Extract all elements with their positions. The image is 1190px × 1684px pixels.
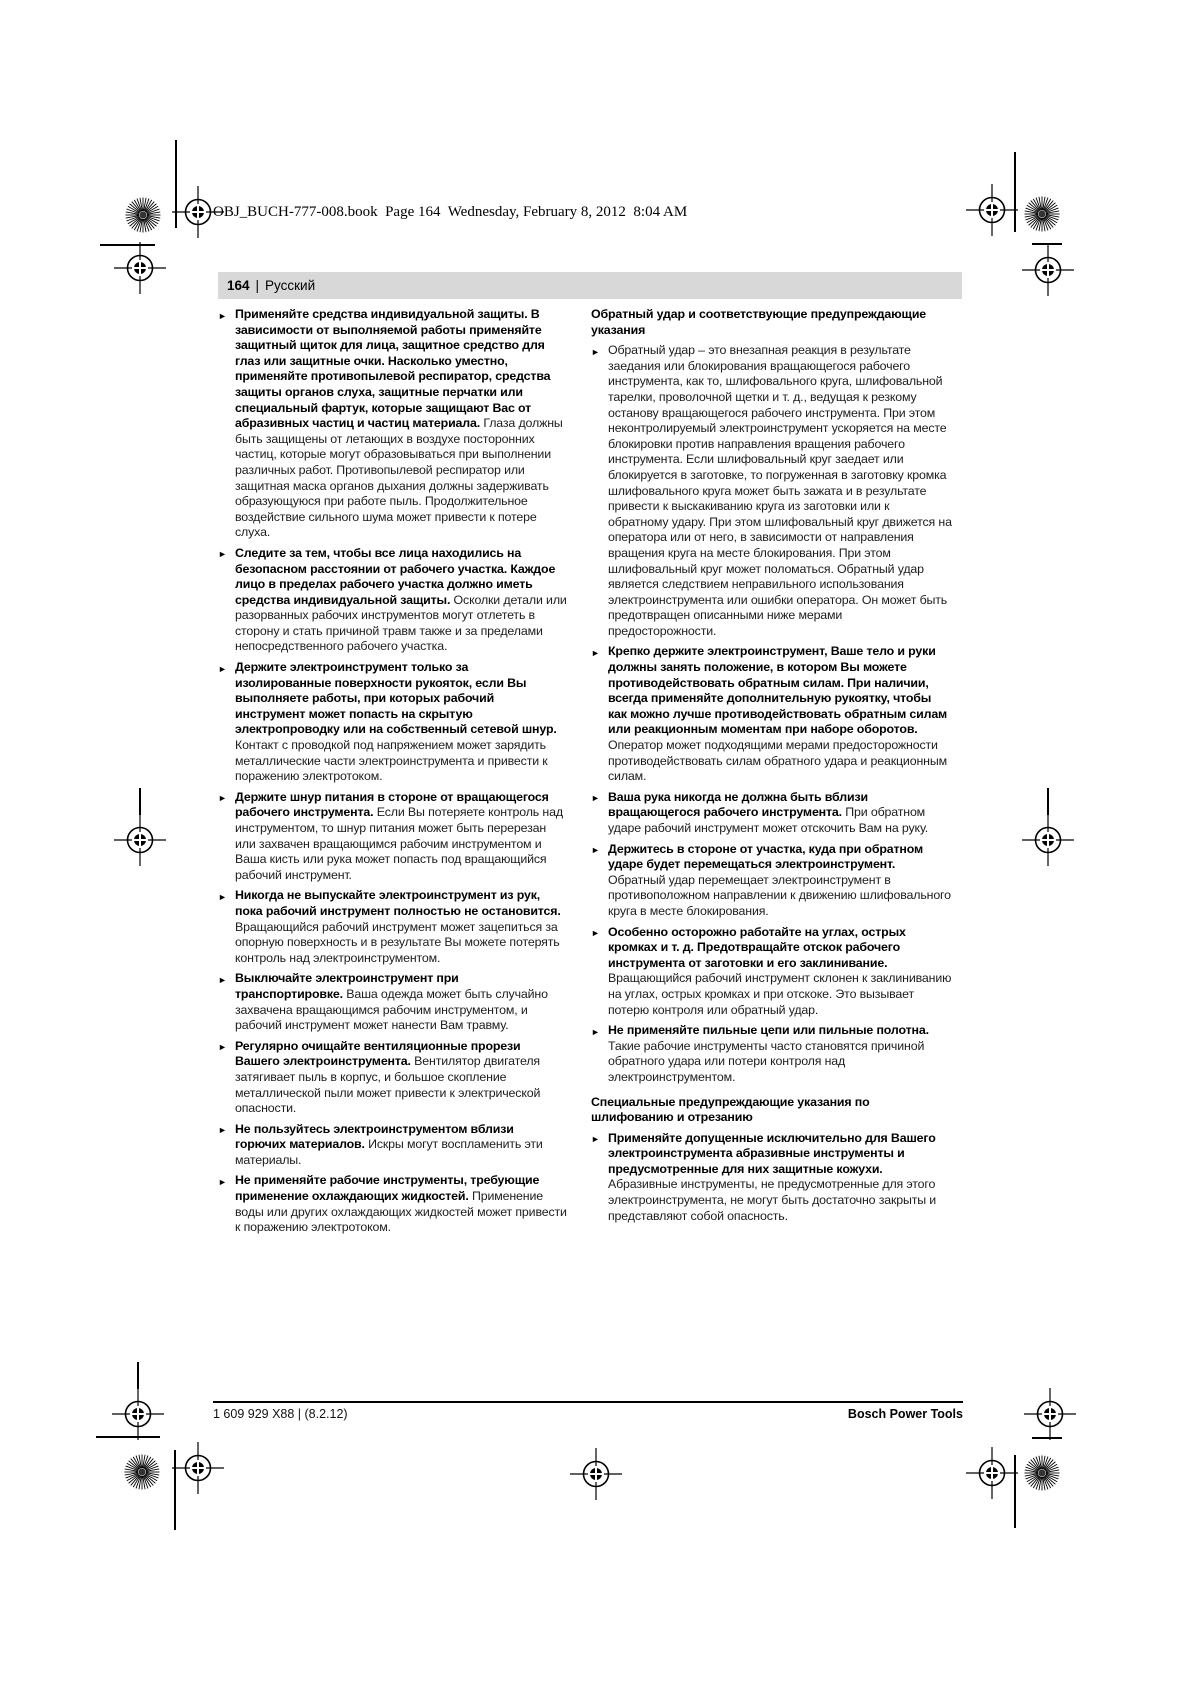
- safety-warning-item: [218, 888, 567, 966]
- crop-mark-line: [96, 1436, 160, 1438]
- registration-mark-icon: [966, 184, 1018, 241]
- safety-warning-item: [591, 842, 952, 920]
- registration-mark-icon: [172, 1442, 224, 1499]
- page-header-bar: [218, 272, 962, 299]
- column-left: [218, 307, 567, 1236]
- footer-brand: Bosch Power Tools: [847, 1407, 963, 1421]
- crop-mark-line: [139, 788, 141, 815]
- crop-mark-line: [100, 244, 155, 246]
- safety-warning-item: [218, 660, 567, 785]
- bullet-triangle-icon: ►: [591, 346, 600, 357]
- safety-warning-item: [591, 925, 952, 1019]
- safety-warning-item: [218, 546, 567, 655]
- warning-text: Не применяйте рабочие инструменты, требующие применение охлаждающих жидкостей. Применение воды или других охлаждающих жидкостей может привести к поражению электротоком.: [235, 1173, 567, 1235]
- footer-rule: [213, 1401, 963, 1403]
- safety-warning-item: [591, 644, 952, 784]
- crop-mark-line: [137, 1362, 139, 1389]
- warning-text: Регулярно очищайте вентиляционные прорези Вашего электроинструмента. Вентилятор двигателя затягивает пыль в корпус, и большое скопление металлической пыли может привести к электрической опасности.: [235, 1038, 541, 1116]
- print-header: OBJ_BUCH-777-008.book Page 164 Wednesday, February 8, 2012 8:04 AM: [213, 204, 688, 220]
- warning-text: Не применяйте пильные цепи или пильные полотна. Такие рабочие инструменты часто становятся причиной обратного удара или потери контроля над электроинструментом.: [608, 1023, 929, 1084]
- safety-warning-item: [591, 790, 952, 837]
- page-number: 164: [227, 278, 250, 293]
- bullet-triangle-icon: ►: [591, 793, 600, 804]
- footer-part-number: 1 609 929 X88 | (8.2.12): [213, 1407, 348, 1421]
- bullet-triangle-icon: ►: [591, 647, 600, 658]
- page-bar-separator: |: [255, 278, 260, 293]
- registration-mark-icon: [114, 814, 166, 871]
- starburst-mark-icon: [1023, 195, 1061, 238]
- bullet-triangle-icon: ►: [218, 549, 227, 560]
- warning-text: Крепко держите электроинструмент, Ваше тело и руки должны занять положение, в котором Вы можете противодействовать обратным силам. При наличии, всегда применяйте дополнительную рукоятку, чтобы как можно лучше противодействовать обратным силам или реакционным моментам при наборе оборотов. Оператор может подходящими мерами предосторожности противодействовать силам обратного удара и реакционным силам.: [608, 644, 948, 784]
- crop-mark-line: [1014, 1455, 1016, 1528]
- bullet-triangle-icon: ►: [218, 891, 227, 902]
- warning-text: Особенно осторожно работайте на углах, острых кромках и т. д. Предотвращайте отскок рабочего инструмента от заготовки и его заклинивание. Вращающийся рабочий инструмент склонен к заклиниванию на углах, острых кромках и при отскоке. Это вызывает потерю контроля или обратный удар.: [608, 924, 952, 1017]
- bullet-triangle-icon: ►: [218, 1042, 227, 1053]
- section-heading: Специальные предупреждающие указания по шлифованию и отрезанию: [591, 1094, 870, 1125]
- starburst-mark-icon: [123, 1453, 161, 1496]
- registration-mark-icon: [966, 1447, 1018, 1504]
- bullet-triangle-icon: ►: [591, 1026, 600, 1037]
- starburst-mark-icon: [1023, 1454, 1061, 1497]
- section-heading: Обратный удар и соответствующие предупреждающие указания: [591, 307, 927, 337]
- bullet-triangle-icon: ►: [218, 1125, 227, 1136]
- safety-warning-item: [591, 1023, 952, 1085]
- warning-text: Держитесь в стороне от участка, куда при обратном ударе будет перемещаться электроинструмент. Обратный удар перемещает электроинструмент в противоположном направлении к движению шлифовального круга в месте блокирования.: [608, 841, 951, 918]
- registration-mark-icon: [1022, 814, 1074, 871]
- bullet-triangle-icon: ►: [591, 928, 600, 939]
- crop-mark-line: [175, 140, 177, 228]
- starburst-mark-icon: [124, 196, 162, 239]
- warning-text: Никогда не выпускайте электроинструмент из рук, пока рабочий инструмент полностью не остановится. Вращающийся рабочий инструмент может зацепиться за опорную поверхность и в результате Вы можете потерять контроль над электроинструментом.: [235, 888, 561, 965]
- warning-text: Ваша рука никогда не должна быть вблизи вращающегося рабочего инструмента. При обратном ударе рабочий инструмент может отскочить Вам на руку.: [608, 789, 929, 835]
- bullet-triangle-icon: ►: [218, 793, 227, 804]
- safety-warning-item: [218, 1173, 567, 1235]
- crop-mark-line: [1032, 1437, 1062, 1439]
- warning-text: Держите электроинструмент только за изолированные поверхности рукояток, если Вы выполняете работы, при которых рабочий инструмент может попасть на скрытую электропроводку или на собственный сетевой шнур. Контакт с проводкой под напряжением может зарядить металлические части электроинструмента и привести к поражению электротоком.: [235, 660, 557, 784]
- registration-mark-icon: [1022, 244, 1074, 301]
- warning-text: Следите за тем, чтобы все лица находились на безопасном расстоянии от рабочего участка. Каждое лицо в пределах рабочего участка должно иметь средства индивидуальной защиты. Осколки детали или разорванных рабочих инструментов могут отлететь в сторону и стать причиной травм также и за пределами непосредственного рабочего участка.: [235, 545, 567, 654]
- safety-warning-item: [218, 307, 567, 541]
- page-language: Русский: [265, 278, 316, 293]
- registration-mark-icon: [114, 242, 166, 299]
- safety-warning-item: [218, 1039, 567, 1117]
- crop-mark-line: [1014, 152, 1016, 232]
- crop-mark-line: [1032, 243, 1062, 245]
- bullet-triangle-icon: ►: [591, 1134, 600, 1145]
- warning-text: Применяйте средства индивидуальной защиты. В зависимости от выполняемой работы применяйте защитный щиток для лица, защитное средство для глаз или защитные очки. Насколько уместно, применяйте противопылевой респиратор, средства защиты органов слуха, защитные перчатки или специальный фартук, которые защищают Вас от абразивных частиц и частиц материала. Глаза должны быть защищены от летающих в воздухе посторонних частиц, которые могут образовываться при выполнении различных работ. Противопылевой респиратор или защитная маска органов дыхания должны задерживать образующуюся при работе пыль. Продолжительное воздействие сильного шума может привести к потере слуха.: [235, 307, 563, 540]
- registration-mark-icon: [570, 1448, 622, 1505]
- safety-warning-item: [218, 790, 567, 884]
- safety-warning-item: [218, 971, 567, 1033]
- column-right: [591, 307, 952, 1224]
- safety-warning-item: [218, 1122, 567, 1169]
- crop-mark-line: [174, 1450, 176, 1530]
- bullet-triangle-icon: ►: [218, 310, 227, 321]
- safety-warning-item: [591, 1131, 952, 1225]
- bullet-triangle-icon: ►: [218, 1176, 227, 1187]
- crop-mark-line: [1047, 788, 1049, 815]
- warning-text: Держите шнур питания в стороне от вращающегося рабочего инструмента. Если Вы потеряете контроль над инструментом, то шнур питания может быть перерезан или захвачен вращающимся рабочим инструментом и Ваша кисть или рука может попасть под вращающийся рабочий инструмент.: [235, 789, 563, 882]
- safety-warning-item: [591, 343, 952, 639]
- warning-text: Не пользуйтесь электроинструментом вблизи горючих материалов. Искры могут воспламенить эти материалы.: [235, 1121, 543, 1167]
- warning-text: Применяйте допущенные исключительно для Вашего электроинструмента абразивные инструменты и предусмотренные для них защитные кожухи. Абразивные инструменты, не предусмотренные для этого электроинструмента, не могут быть достаточно закрыты и представляют собой опасность.: [608, 1130, 937, 1223]
- warning-text: Выключайте электроинструмент при транспортировке. Ваша одежда может быть случайно захвачена вращающимся рабочим инструментом, и рабочий инструмент может нанести Вам травму.: [235, 971, 548, 1033]
- bullet-triangle-icon: ►: [218, 663, 227, 674]
- bullet-triangle-icon: ►: [218, 974, 227, 985]
- warning-text: Обратный удар – это внезапная реакция в результате заедания или блокирования вращающегося рабочего инструмента, как то, шлифовального круга, шлифовальной тарелки, проволочной щетки и т. д., ведущая к резкому останову вращающегося рабочего инструмента. При этом неконтролируемый электроинструмент ускоряется на месте блокировки против направления вращения рабочего инструмента. Если шлифовальный круг заедает или блокируется в заготовке, то погруженная в заготовку кромка шлифовального круга может быть зажата и в результате привести к выскакиванию круга из заготовки или к обратному удару. При этом шлифовальный круг движется на оператора или от него, в зависимости от направления вращения круга на месте блокирования. При этом шлифовальный круг может поломаться. Обратный удар является следствием неправильного использования электроинструмента или ошибки оператора. Он может быть предотвращен описанными ниже мерами предосторожности.: [608, 343, 952, 638]
- bullet-triangle-icon: ►: [591, 845, 600, 856]
